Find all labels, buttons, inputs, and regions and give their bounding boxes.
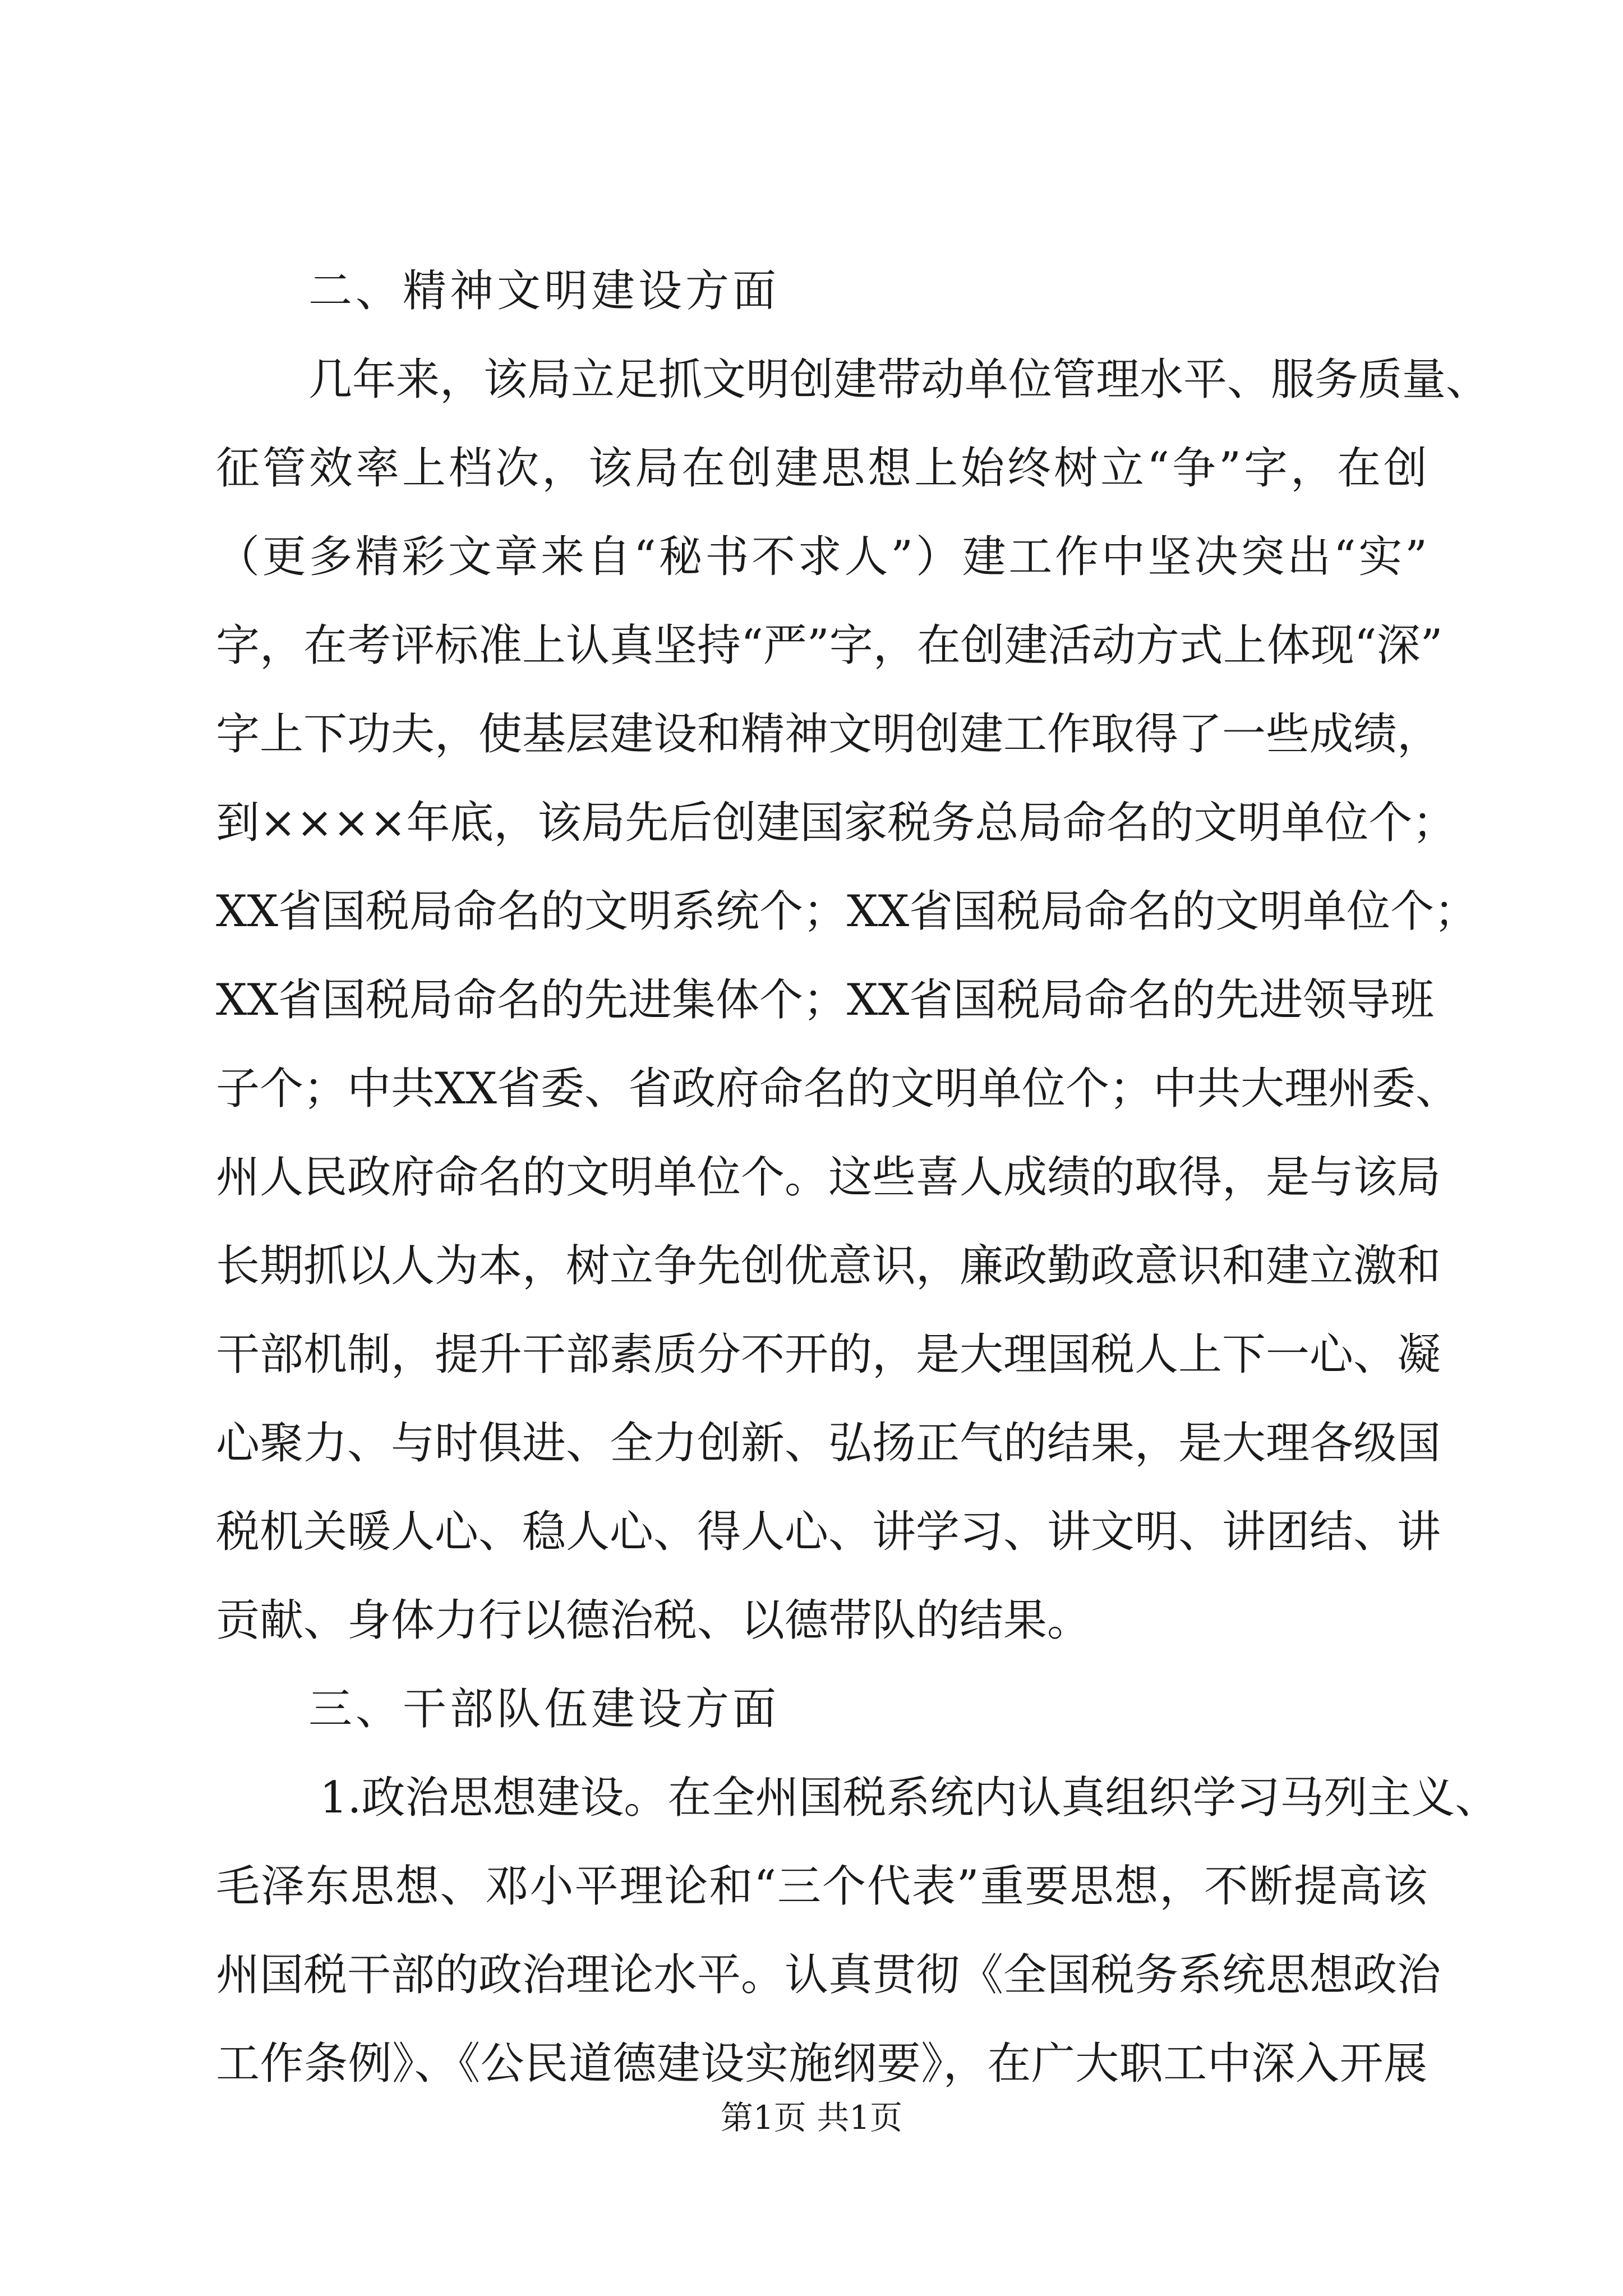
paragraph-line: 干部机制，提升干部素质分不开的，是大理国税人上下一心、凝 xyxy=(216,1329,1441,1380)
section-heading: 二、精神文明建设方面 xyxy=(308,266,780,316)
paragraph-line: （更多精彩文章来自“秘书不求人”）建工作中坚决突出“实” xyxy=(216,532,1427,582)
paragraph-line: 毛泽东思想、邓小平理论和“三个代表”重要思想，不断提高该 xyxy=(216,1861,1427,1912)
paragraph-line: 州人民政府命名的文明单位个。这些喜人成绩的取得，是与该局 xyxy=(216,1152,1441,1203)
paragraph-line: 征管效率上档次，该局在创建思想上始终树立“争”字，在创 xyxy=(216,443,1427,494)
paragraph-line: 字上下功夫，使基层建设和精神文明创建工作取得了一些成绩， xyxy=(216,709,1441,760)
paragraph-line: 子个；中共XX省委、省政府命名的文明单位个；中共大理州委、 xyxy=(216,1064,1460,1114)
paragraph-line: 贡献、身体力行以德治税、以德带队的结果。 xyxy=(216,1595,1091,1646)
paragraph-line: XX省国税局命名的文明系统个；XX省国税局命名的文明单位个； xyxy=(216,886,1478,937)
paragraph-line: 州国税干部的政治理论水平。认真贯彻《全国税务系统思想政治 xyxy=(216,1950,1441,2000)
paragraph-line: 心聚力、与时俱进、全力创新、弘扬正气的结果，是大理各级国 xyxy=(216,1418,1441,1469)
paragraph-line: 字，在考评标准上认真坚持“严”字，在创建活动方式上体现“深” xyxy=(216,620,1443,671)
paragraph-line: 几年来，该局立足抓文明创建带动单位管理水平、服务质量、 xyxy=(308,355,1490,405)
paragraph-line: 工作条例》、《公民道德建设实施纲要》，在广大职工中深入开展 xyxy=(216,2039,1427,2089)
document-body xyxy=(216,247,1499,2108)
section-heading: 三、干部队伍建设方面 xyxy=(308,1684,780,1734)
paragraph-line: XX省国税局命名的先进集体个；XX省国税局命名的先进领导班 xyxy=(216,975,1435,1025)
paragraph-line: 1.政治思想建设。在全州国税系统内认真组织学习马列主义、 xyxy=(320,1773,1499,1823)
paragraph-line: 税机关暖人心、稳人心、得人心、讲学习、讲文明、讲团结、讲 xyxy=(216,1507,1441,1557)
paragraph-line: 到××××年底，该局先后创建国家税务总局命名的文明单位个； xyxy=(216,798,1456,848)
paragraph-line: 长期抓以人为本，树立争先创优意识，廉政勤政意识和建立激和 xyxy=(216,1241,1441,1291)
page-number-footer: 第1页 共1页 xyxy=(720,2099,903,2137)
